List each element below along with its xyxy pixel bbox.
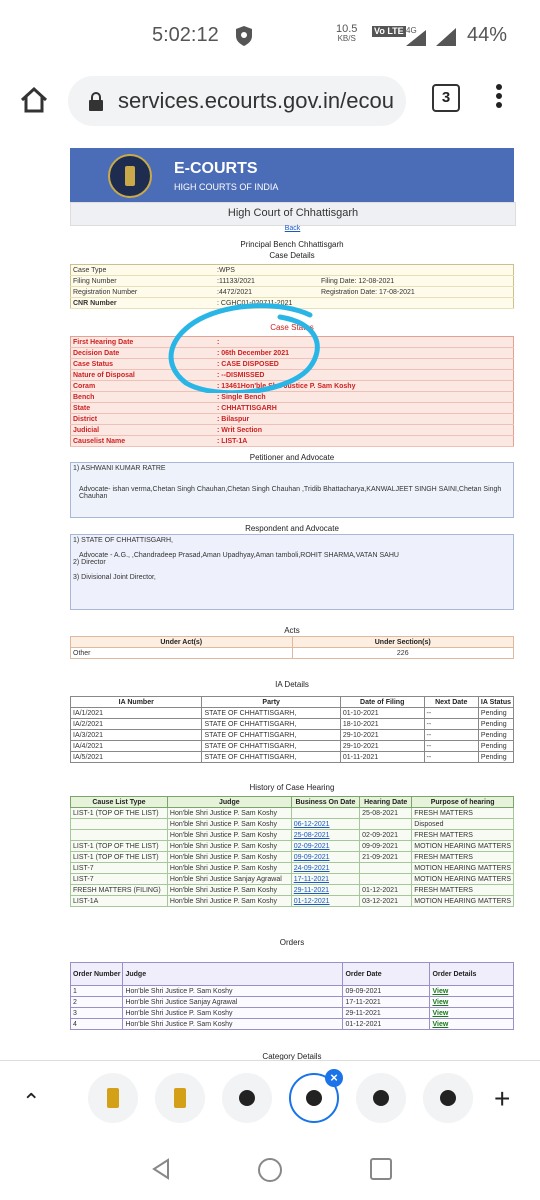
- cell-link[interactable]: 24-09-2021: [293, 864, 330, 872]
- table-row: [71, 719, 514, 730]
- cell-link[interactable]: 09-09-2021: [293, 853, 330, 861]
- respondent-party-1: 1) STATE OF CHHATTISGARH,: [73, 537, 173, 544]
- chevron-up-icon[interactable]: ⌃: [22, 1089, 41, 1114]
- status-value: : CASE DISPOSED: [215, 359, 514, 370]
- globe-icon: [239, 1090, 255, 1106]
- tab-thumb-1[interactable]: [88, 1073, 138, 1123]
- table-cell: 17-11-2021: [343, 997, 430, 1008]
- table-cell: [430, 997, 514, 1008]
- table-row: [71, 852, 514, 863]
- table-row: [71, 819, 514, 830]
- status-value: : 06th December 2021: [215, 348, 514, 359]
- tab-thumb-6[interactable]: [423, 1073, 473, 1123]
- table-cell: [430, 986, 514, 997]
- table-cell: Hon'ble Shri Justice P. Sam Koshy: [123, 986, 343, 997]
- table-cell: Hon'ble Shri Justice P. Sam Koshy: [167, 863, 291, 874]
- table-cell: Hon'ble Shri Justice P. Sam Koshy: [167, 841, 291, 852]
- table-cell: Hon'ble Shri Justice P. Sam Koshy: [123, 1008, 343, 1019]
- emblem-icon: [108, 154, 152, 198]
- table-cell: [291, 863, 359, 874]
- table-cell: Hon'ble Shri Justice P. Sam Koshy: [167, 852, 291, 863]
- tab-thumb-5[interactable]: [356, 1073, 406, 1123]
- back-link[interactable]: Back: [284, 225, 301, 232]
- court-strip: [70, 202, 516, 226]
- volte-badge: Vo LTE: [374, 26, 404, 36]
- table-cell: Hon'ble Shri Justice P. Sam Koshy: [123, 1019, 343, 1030]
- page-content: [0, 136, 540, 1060]
- table-header-row: [71, 697, 514, 708]
- petitioner-heading: Petitioner and Advocate: [249, 453, 335, 462]
- emblem-icon: [174, 1088, 186, 1108]
- status-row: [71, 392, 514, 403]
- table-cell: --: [424, 752, 478, 763]
- column-header: Date of Filing: [340, 697, 424, 708]
- table-cell: Hon'ble Shri Justice P. Sam Koshy: [167, 819, 291, 830]
- table-row: [71, 1008, 514, 1019]
- status-label: Coram: [71, 381, 216, 392]
- column-header: Business On Date: [291, 797, 359, 808]
- cnr-value: : CGHC01-020711-2021: [215, 298, 514, 309]
- tab-thumb-2[interactable]: [155, 1073, 205, 1123]
- table-cell: --: [424, 708, 478, 719]
- table-cell: [291, 885, 359, 896]
- table-cell: Pending: [478, 708, 513, 719]
- table-row: [71, 874, 514, 885]
- status-label: District: [71, 414, 216, 425]
- table-cell: [71, 830, 168, 841]
- table-cell: [291, 841, 359, 852]
- status-label: State: [71, 403, 216, 414]
- category-heading: Category Details: [262, 1052, 322, 1060]
- court-name: High Court of Chhattisgarh: [227, 207, 359, 219]
- acts-heading: Acts: [284, 626, 300, 635]
- globe-icon: [373, 1090, 389, 1106]
- cell-link[interactable]: View: [432, 1020, 449, 1028]
- cell-link[interactable]: 17-11-2021: [293, 875, 330, 883]
- table-cell: FRESH MATTERS: [412, 885, 514, 896]
- cell-link[interactable]: 06-12-2021: [293, 820, 330, 828]
- nav-recent-icon[interactable]: [370, 1158, 392, 1180]
- table-row: [71, 730, 514, 741]
- petitioner-party: 1) ASHWANI KUMAR RATRE: [73, 465, 166, 472]
- column-header: Judge: [167, 797, 291, 808]
- status-label: Bench: [71, 392, 216, 403]
- browser-toolbar: [0, 72, 540, 137]
- table-cell: [71, 819, 168, 830]
- table-cell: Hon'ble Shri Justice Sanjay Agrawal: [123, 997, 343, 1008]
- table-cell: 01-10-2021: [340, 708, 424, 719]
- history-heading: History of Case Hearing: [249, 783, 335, 792]
- table-cell: 09-09-2021: [360, 841, 412, 852]
- table-cell: FRESH MATTERS: [412, 852, 514, 863]
- table-cell: STATE OF CHHATTISGARH,: [202, 752, 340, 763]
- respondent-box: [70, 534, 514, 610]
- table-cell: --: [424, 719, 478, 730]
- net-speed-value: 10.5: [336, 23, 358, 35]
- status-row: [71, 425, 514, 436]
- table-cell: 29-11-2021: [343, 1008, 430, 1019]
- orders-table: [70, 962, 514, 1030]
- table-cell: MOTION HEARING MATTERS: [412, 896, 514, 907]
- table-row: [71, 997, 514, 1008]
- history-table: [70, 796, 514, 907]
- column-header: Order Date: [343, 963, 430, 986]
- column-header: IA Status: [478, 697, 513, 708]
- table-header-row: [71, 963, 514, 986]
- table-row: [71, 863, 514, 874]
- table-row: [71, 276, 514, 287]
- status-value: :: [215, 337, 514, 348]
- cnr-label: CNR Number: [71, 298, 216, 309]
- registration-number-label: Registration Number: [71, 287, 216, 298]
- status-label: Case Status: [71, 359, 216, 370]
- battery-level: 44%: [467, 24, 508, 46]
- respondent-party-2: 2) Director: [73, 559, 106, 566]
- nav-back-icon[interactable]: [150, 1158, 172, 1180]
- network-type: 4G: [406, 26, 417, 35]
- close-icon[interactable]: ×: [325, 1069, 343, 1087]
- cell-link[interactable]: 02-09-2021: [293, 842, 330, 850]
- table-cell: Hon'ble Shri Justice P. Sam Koshy: [167, 896, 291, 907]
- column-header: IA Number: [71, 697, 202, 708]
- status-bar: [0, 0, 540, 72]
- column-header: Order Details: [430, 963, 514, 986]
- status-label: First Hearing Date: [71, 337, 216, 348]
- table-cell: 03-12-2021: [360, 896, 412, 907]
- table-cell: 29-10-2021: [340, 730, 424, 741]
- case-type-value: :WPS: [215, 265, 319, 276]
- emblem-icon: [107, 1088, 119, 1108]
- table-cell: IA/3/2021: [71, 730, 202, 741]
- table-cell: IA/5/2021: [71, 752, 202, 763]
- tab-switcher-button[interactable]: 3: [432, 84, 460, 112]
- column-header: Party: [202, 697, 340, 708]
- table-header-row: [71, 637, 514, 648]
- respondent-party-3: 3) Divisional Joint Director,: [73, 574, 156, 581]
- status-value: : 13461Hon'ble Shri Justice P. Sam Koshy: [215, 381, 514, 392]
- table-cell: Hon'ble Shri Justice P. Sam Koshy: [167, 885, 291, 896]
- table-cell: Hon'ble Shri Justice P. Sam Koshy: [167, 808, 291, 819]
- table-cell: --: [424, 741, 478, 752]
- bench-heading: Principal Bench Chhattisgarh: [240, 240, 344, 249]
- nav-home-icon[interactable]: [258, 1158, 282, 1182]
- table-cell: Disposed: [412, 819, 514, 830]
- tab-thumb-3[interactable]: [222, 1073, 272, 1123]
- registration-date: Registration Date: 17-08-2021: [319, 287, 514, 298]
- shield-icon: [236, 26, 252, 46]
- table-cell: LIST-7: [71, 874, 168, 885]
- net-speed: [336, 24, 357, 44]
- table-row: [71, 741, 514, 752]
- status-value: : Bilaspur: [215, 414, 514, 425]
- ecourts-banner: [70, 148, 514, 202]
- status-value: : --DISMISSED: [215, 370, 514, 381]
- table-cell: 29-10-2021: [340, 741, 424, 752]
- net-speed-unit: KB/S: [337, 34, 356, 43]
- table-row: [71, 830, 514, 841]
- cell-link[interactable]: View: [432, 987, 449, 995]
- table-cell: Pending: [478, 730, 513, 741]
- status-time: 5:02:12: [152, 24, 219, 46]
- petitioner-box: [70, 462, 514, 518]
- table-cell: 1: [71, 986, 123, 997]
- table-cell: [291, 830, 359, 841]
- table-cell: Pending: [478, 752, 513, 763]
- table-header-row: [71, 797, 514, 808]
- table-cell: LIST-1 (TOP OF THE LIST): [71, 808, 168, 819]
- plus-icon[interactable]: +: [494, 1083, 511, 1114]
- table-cell: FRESH MATTERS (FILING): [71, 885, 168, 896]
- tab-strip: [0, 1060, 540, 1145]
- table-cell: 25-08-2021: [360, 808, 412, 819]
- respondent-advocate: Advocate - A.G., ,Chandradeep Prasad,Aman Upadhyay,Aman tamboli,ROHIT SHARMA,VATAN SAHU: [79, 552, 399, 559]
- column-header: Order Number: [71, 963, 123, 986]
- status-row: [71, 403, 514, 414]
- table-cell: STATE OF CHHATTISGARH,: [202, 741, 340, 752]
- table-cell: Hon'ble Shri Justice P. Sam Koshy: [167, 830, 291, 841]
- system-nav-bar: [0, 1144, 540, 1200]
- registration-number-value: :4472/2021: [215, 287, 319, 298]
- filing-number-value: :11133/2021: [215, 276, 319, 287]
- table-cell: FRESH MATTERS: [412, 808, 514, 819]
- col-under-act: Under Act(s): [71, 637, 293, 648]
- cell-link[interactable]: 29-11-2021: [293, 886, 330, 894]
- column-header: Hearing Date: [360, 797, 412, 808]
- status-row: [71, 414, 514, 425]
- url-text[interactable]: services.ecourts.gov.in/ecou: [118, 88, 394, 113]
- table-cell: 09-09-2021: [343, 986, 430, 997]
- table-cell: LIST-1A: [71, 896, 168, 907]
- table-cell: [360, 874, 412, 885]
- table-cell: 21-09-2021: [360, 852, 412, 863]
- table-cell: [430, 1019, 514, 1030]
- status-value: : CHHATTISGARH: [215, 403, 514, 414]
- status-value: : LIST-1A: [215, 436, 514, 447]
- table-row: [71, 648, 514, 659]
- cell-link[interactable]: View: [432, 1009, 449, 1017]
- table-cell: [291, 808, 359, 819]
- table-cell: STATE OF CHHATTISGARH,: [202, 719, 340, 730]
- table-row: [71, 885, 514, 896]
- address-bar[interactable]: [68, 76, 406, 126]
- table-row: [71, 265, 514, 276]
- ia-heading: IA Details: [275, 680, 309, 689]
- table-cell: 2: [71, 997, 123, 1008]
- case-status-heading: Case Status: [270, 323, 314, 332]
- lock-icon: [88, 92, 104, 112]
- status-row: [71, 436, 514, 447]
- tab-thumb-active[interactable]: [289, 1070, 339, 1123]
- status-label: Judicial: [71, 425, 216, 436]
- table-cell: 02-09-2021: [360, 830, 412, 841]
- table-cell: IA/4/2021: [71, 741, 202, 752]
- table-cell: [291, 852, 359, 863]
- globe-icon: [306, 1090, 322, 1106]
- column-header: Purpose of hearing: [412, 797, 514, 808]
- table-cell: [430, 1008, 514, 1019]
- table-cell: [291, 896, 359, 907]
- acts-table: [70, 636, 514, 659]
- table-cell: LIST-7: [71, 863, 168, 874]
- table-row: [71, 808, 514, 819]
- table-cell: 3: [71, 1008, 123, 1019]
- table-cell: [360, 819, 412, 830]
- table-cell: FRESH MATTERS: [412, 830, 514, 841]
- table-row: [71, 708, 514, 719]
- table-cell: STATE OF CHHATTISGARH,: [202, 708, 340, 719]
- table-cell: Hon'ble Shri Justice Sanjay Agrawal: [167, 874, 291, 885]
- table-cell: [360, 863, 412, 874]
- cell-link[interactable]: 01-12-2021: [293, 897, 330, 905]
- table-cell: [291, 874, 359, 885]
- banner-subtitle: HIGH COURTS OF INDIA: [174, 182, 279, 192]
- status-label: Nature of Disposal: [71, 370, 216, 381]
- table-cell: LIST-1 (TOP OF THE LIST): [71, 841, 168, 852]
- table-row: [71, 986, 514, 997]
- ia-table: [70, 696, 514, 763]
- column-header: Next Date: [424, 697, 478, 708]
- table-cell: MOTION HEARING MATTERS: [412, 863, 514, 874]
- table-cell: MOTION HEARING MATTERS: [412, 874, 514, 885]
- status-value: : Writ Section: [215, 425, 514, 436]
- status-label: Decision Date: [71, 348, 216, 359]
- table-cell: --: [424, 730, 478, 741]
- table-cell: 01-11-2021: [340, 752, 424, 763]
- table-cell: 01-12-2021: [343, 1019, 430, 1030]
- table-row: [71, 841, 514, 852]
- orders-heading: Orders: [279, 938, 305, 947]
- column-header: Judge: [123, 963, 343, 986]
- section-cell: 226: [292, 648, 514, 659]
- case-details-heading: Case Details: [269, 251, 315, 260]
- table-cell: Pending: [478, 719, 513, 730]
- table-cell: 01-12-2021: [360, 885, 412, 896]
- filing-number-label: Filing Number: [71, 276, 216, 287]
- cell-link[interactable]: View: [432, 998, 449, 1006]
- cell-link[interactable]: 25-08-2021: [293, 831, 330, 839]
- status-label: Causelist Name: [71, 436, 216, 447]
- signal-icon: [402, 24, 458, 48]
- banner-title: E-COURTS: [174, 160, 258, 177]
- col-under-section: Under Section(s): [292, 637, 514, 648]
- home-icon[interactable]: [18, 84, 50, 116]
- table-row: [71, 1019, 514, 1030]
- column-header: Cause List Type: [71, 797, 168, 808]
- globe-icon: [440, 1090, 456, 1106]
- table-cell: MOTION HEARING MATTERS: [412, 841, 514, 852]
- table-cell: Pending: [478, 741, 513, 752]
- table-row: [71, 752, 514, 763]
- table-row: [71, 287, 514, 298]
- act-cell: Other: [71, 648, 293, 659]
- respondent-heading: Respondent and Advocate: [245, 524, 339, 533]
- case-type-label: Case Type: [71, 265, 216, 276]
- table-row: [71, 896, 514, 907]
- table-cell: IA/1/2021: [71, 708, 202, 719]
- more-vert-icon[interactable]: [494, 84, 504, 114]
- table-cell: LIST-1 (TOP OF THE LIST): [71, 852, 168, 863]
- status-value: : Single Bench: [215, 392, 514, 403]
- filing-date: Filing Date: 12-08-2021: [319, 276, 514, 287]
- table-cell: STATE OF CHHATTISGARH,: [202, 730, 340, 741]
- table-cell: IA/2/2021: [71, 719, 202, 730]
- table-cell: [291, 819, 359, 830]
- petitioner-advocate: Advocate- ishan verma,Chetan Singh Chauhan,Chetan Singh Chauhan ,Tridib Bhattacharya,KANWALJEET SINGH SAINI,Chetan Singh Chauhan: [79, 486, 502, 500]
- table-cell: 18-10-2021: [340, 719, 424, 730]
- table-cell: 4: [71, 1019, 123, 1030]
- hand-drawn-annotation: [160, 301, 322, 393]
